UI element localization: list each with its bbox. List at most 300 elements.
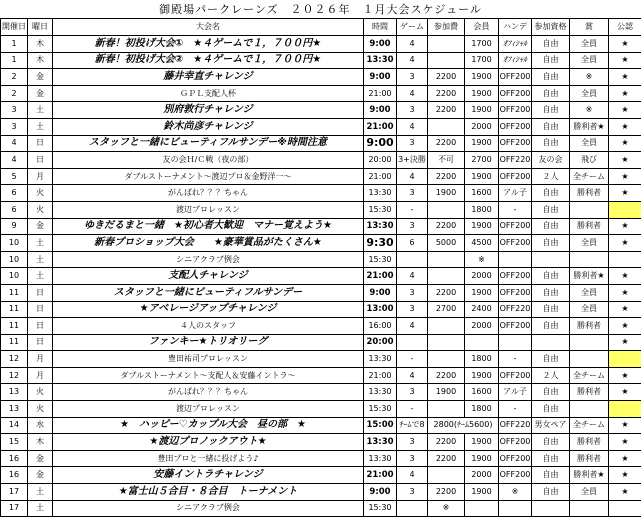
cell-handicap (499, 500, 532, 517)
cell-prize: 全員 (570, 36, 609, 53)
cell-day: 16 (1, 450, 28, 467)
cell-prize: 勝利者 (570, 318, 609, 335)
cell-handicap (499, 334, 532, 351)
header-member: 会員 (465, 19, 499, 36)
header-qualification: 参加資格 (532, 19, 570, 36)
cell-member: 1900 (465, 102, 499, 119)
cell-event-name: 別府敦行チャレンジ (53, 102, 364, 119)
cell-official: ★ (609, 284, 641, 301)
cell-handicap: OFF200 (499, 318, 532, 335)
cell-prize: 全チーム (570, 417, 609, 434)
cell-prize: 勝利者 (570, 450, 609, 467)
cell-qualification: 自由 (532, 284, 570, 301)
table-row (1, 301, 641, 318)
cell-handicap: OFF200 (499, 102, 532, 119)
cell-weekday: 火 (28, 185, 53, 202)
cell-games: 3 (397, 434, 428, 451)
cell-handicap: アル子 (499, 384, 532, 401)
cell-day: 13 (1, 401, 28, 418)
cell-member: 1900 (465, 218, 499, 235)
cell-qualification: 自由 (532, 318, 570, 335)
cell-qualification: 自由 (532, 135, 570, 152)
cell-time: 13:30 (364, 185, 397, 202)
cell-time: 9:00 (364, 135, 397, 152)
cell-day: 10 (1, 251, 28, 268)
cell-games: 3 (397, 484, 428, 501)
cell-event-name: 鈴木尚彦チャレンジ (53, 118, 364, 135)
cell-weekday: 月 (28, 168, 53, 185)
cell-official: ★ (609, 384, 641, 401)
cell-member: 1700 (465, 36, 499, 53)
header-games: ゲーム (397, 19, 428, 36)
cell-day: 17 (1, 500, 28, 517)
cell-qualification (532, 500, 570, 517)
table-row (1, 235, 641, 252)
table-row (1, 185, 641, 202)
cell-day: 6 (1, 185, 28, 202)
header-prize: 賞 (570, 19, 609, 36)
cell-qualification: 自由 (532, 384, 570, 401)
cell-member: 1700 (465, 52, 499, 69)
cell-member: 2700 (465, 152, 499, 169)
cell-handicap: OFF200 (499, 168, 532, 185)
cell-weekday: 土 (28, 118, 53, 135)
cell-handicap: OFF200 (499, 450, 532, 467)
cell-weekday: 土 (28, 500, 53, 517)
cell-handicap: OFF200 (499, 284, 532, 301)
cell-fee: 2200 (428, 85, 465, 102)
cell-qualification: 自由 (532, 401, 570, 418)
cell-weekday: 金 (28, 467, 53, 484)
cell-official: ★ (609, 135, 641, 152)
cell-games: 3 (397, 135, 428, 152)
header-day: 開催日 (1, 19, 28, 36)
cell-weekday: 金 (28, 85, 53, 102)
cell-games: 3 (397, 450, 428, 467)
cell-handicap: OFF200 (499, 218, 532, 235)
cell-official: ★ (609, 218, 641, 235)
cell-handicap: OFF200 (499, 434, 532, 451)
cell-official: ★ (609, 168, 641, 185)
cell-qualification: 自由 (532, 218, 570, 235)
cell-prize: 勝利者★ (570, 118, 609, 135)
cell-weekday: 火 (28, 201, 53, 218)
cell-handicap: OFF220 (499, 417, 532, 434)
cell-games: 3+決勝 (397, 152, 428, 169)
cell-fee: 2200 (428, 69, 465, 86)
cell-day: 6 (1, 201, 28, 218)
cell-fee (428, 268, 465, 285)
cell-event-name: ダブルストーナメント～支配人＆安藤イントラ～ (53, 367, 364, 384)
table-row (1, 168, 641, 185)
cell-weekday: 火 (28, 384, 53, 401)
cell-event-name: がんばれ？？？ちゃん (53, 185, 364, 202)
cell-day: 15 (1, 434, 28, 451)
cell-qualification: ２人 (532, 367, 570, 384)
cell-games: - (397, 351, 428, 368)
cell-member: 2000 (465, 318, 499, 335)
cell-weekday: 土 (28, 102, 53, 119)
cell-event-name: 豊田プロと一緒に投げよう♪ (53, 450, 364, 467)
cell-fee: 5000 (428, 235, 465, 252)
cell-games: 4 (397, 318, 428, 335)
cell-fee: 2700 (428, 301, 465, 318)
cell-weekday: 月 (28, 367, 53, 384)
cell-qualification (532, 334, 570, 351)
cell-time: 13:30 (364, 351, 397, 368)
cell-member: 1800 (465, 351, 499, 368)
cell-time: 21:00 (364, 268, 397, 285)
cell-weekday: 金 (28, 218, 53, 235)
cell-official: ★ (609, 36, 641, 53)
cell-official: ★ (609, 118, 641, 135)
cell-qualification: 自由 (532, 69, 570, 86)
cell-prize: 全員 (570, 85, 609, 102)
cell-official: ★ (609, 268, 641, 285)
header-weekday: 曜日 (28, 19, 53, 36)
cell-handicap: OFF220 (499, 301, 532, 318)
cell-prize: 全チーム (570, 367, 609, 384)
cell-prize: ※ (570, 102, 609, 119)
cell-time: 21:00 (364, 118, 397, 135)
cell-day: 17 (1, 484, 28, 501)
cell-official (609, 401, 641, 418)
cell-prize (570, 251, 609, 268)
table-row (1, 251, 641, 268)
cell-games: 3 (397, 384, 428, 401)
cell-weekday: 火 (28, 401, 53, 418)
table-row (1, 484, 641, 501)
cell-weekday: 水 (28, 417, 53, 434)
cell-fee (428, 36, 465, 53)
cell-games: 4 (397, 467, 428, 484)
table-row (1, 467, 641, 484)
cell-official (609, 251, 641, 268)
cell-event-name: ★富士山５合目・８合目 トーナメント (53, 484, 364, 501)
cell-member: 1900 (465, 69, 499, 86)
cell-day: 4 (1, 135, 28, 152)
cell-prize: ※ (570, 69, 609, 86)
cell-day: 16 (1, 467, 28, 484)
cell-handicap: OFF200 (499, 235, 532, 252)
cell-day: 3 (1, 118, 28, 135)
cell-prize: 勝利者 (570, 218, 609, 235)
cell-prize: 勝利者 (570, 185, 609, 202)
cell-time: 13:30 (364, 384, 397, 401)
cell-event-name: ＧＰＬ支配人杯 (53, 85, 364, 102)
cell-weekday: 日 (28, 135, 53, 152)
cell-fee: ※ (428, 500, 465, 517)
cell-games: 3 (397, 301, 428, 318)
cell-member: 1900 (465, 135, 499, 152)
cell-games: 3 (397, 185, 428, 202)
cell-time: 21:00 (364, 168, 397, 185)
cell-prize: 全員 (570, 284, 609, 301)
cell-qualification: 自由 (532, 201, 570, 218)
cell-prize: 勝利者 (570, 384, 609, 401)
cell-event-name: 新春プロショップ大会 ★豪華賞品がたくさん★ (53, 235, 364, 252)
cell-prize: 全員 (570, 235, 609, 252)
cell-time: 13:30 (364, 218, 397, 235)
cell-day: 11 (1, 301, 28, 318)
cell-member (465, 334, 499, 351)
cell-time: 20:00 (364, 334, 397, 351)
cell-time: 9:00 (364, 484, 397, 501)
cell-fee: 1900 (428, 384, 465, 401)
cell-event-name: ４人のスタッフ (53, 318, 364, 335)
cell-games: 4 (397, 118, 428, 135)
cell-games: 4 (397, 268, 428, 285)
cell-official (609, 201, 641, 218)
cell-weekday: 日 (28, 152, 53, 169)
cell-day: 14 (1, 417, 28, 434)
cell-member: 1800 (465, 201, 499, 218)
cell-games: - (397, 201, 428, 218)
cell-weekday: 木 (28, 36, 53, 53)
cell-handicap: ｵﾌｨｼｬﾙ (499, 52, 532, 69)
cell-event-name: スタッフと一緒にビューティフルサンデー※時間注意 (53, 135, 364, 152)
cell-fee: 2200 (428, 168, 465, 185)
cell-prize: 勝利者★ (570, 467, 609, 484)
cell-weekday: 木 (28, 52, 53, 69)
cell-fee: 2200 (428, 484, 465, 501)
cell-handicap: OFF200 (499, 467, 532, 484)
cell-member: 2400 (465, 301, 499, 318)
cell-fee: 2200 (428, 284, 465, 301)
cell-prize: 全員 (570, 484, 609, 501)
table-row (1, 218, 641, 235)
cell-qualification: 自由 (532, 235, 570, 252)
cell-fee (428, 334, 465, 351)
cell-prize: 全員 (570, 52, 609, 69)
cell-weekday: 日 (28, 318, 53, 335)
cell-member: 2000 (465, 467, 499, 484)
cell-fee: 2200 (428, 367, 465, 384)
cell-prize (570, 201, 609, 218)
table-row (1, 201, 641, 218)
cell-games: 4 (397, 367, 428, 384)
cell-fee (428, 201, 465, 218)
cell-time: 15:00 (364, 417, 397, 434)
cell-member: 1900 (465, 284, 499, 301)
cell-handicap: OFF200 (499, 69, 532, 86)
cell-fee: 2200 (428, 434, 465, 451)
table-row (1, 367, 641, 384)
table-row (1, 318, 641, 335)
page-title: 御殿場パークレーンズ ２０２６年 １月大会スケジュール (0, 0, 641, 20)
cell-fee: 2200 (428, 102, 465, 119)
cell-weekday: 日 (28, 334, 53, 351)
table-row (1, 152, 641, 169)
cell-games (397, 334, 428, 351)
cell-games: 4 (397, 52, 428, 69)
cell-fee: 1900 (428, 185, 465, 202)
cell-fee (428, 467, 465, 484)
cell-event-name: 新春！初投げ大会② ★４ゲームで１，７００円★ (53, 52, 364, 69)
cell-games: 4 (397, 168, 428, 185)
cell-qualification: 自由 (532, 351, 570, 368)
cell-event-name: 藤井幸直チャレンジ (53, 69, 364, 86)
cell-handicap: ※ (499, 484, 532, 501)
cell-member: ※ (465, 251, 499, 268)
cell-fee: 2200 (428, 135, 465, 152)
cell-event-name: 安藤イントラチャレンジ (53, 467, 364, 484)
cell-time: 13:00 (364, 301, 397, 318)
cell-time: 15:30 (364, 401, 397, 418)
cell-time: 13:30 (364, 450, 397, 467)
cell-qualification: 自由 (532, 52, 570, 69)
cell-games (397, 500, 428, 517)
cell-official (609, 351, 641, 368)
cell-day: 13 (1, 384, 28, 401)
cell-qualification: ２人 (532, 168, 570, 185)
cell-games: - (397, 401, 428, 418)
cell-fee (428, 251, 465, 268)
cell-qualification: 自由 (532, 301, 570, 318)
cell-prize: 全員 (570, 301, 609, 318)
cell-day: 10 (1, 235, 28, 252)
table-row (1, 401, 641, 418)
cell-games (397, 251, 428, 268)
table-row (1, 36, 641, 53)
cell-qualification: 自由 (532, 450, 570, 467)
cell-event-name: 渡辺プロレッスン (53, 201, 364, 218)
cell-games: 4 (397, 85, 428, 102)
cell-weekday: 土 (28, 235, 53, 252)
cell-day: 11 (1, 284, 28, 301)
cell-fee: 不可 (428, 152, 465, 169)
cell-official: ★ (609, 450, 641, 467)
cell-member (465, 500, 499, 517)
table-row (1, 102, 641, 119)
cell-weekday: 日 (28, 284, 53, 301)
cell-event-name: ダブルストーナメント～渡辺プロ＆金野洋一～ (53, 168, 364, 185)
table-row (1, 69, 641, 86)
table-row (1, 351, 641, 368)
cell-prize: 全チーム (570, 168, 609, 185)
cell-fee: 2200 (428, 450, 465, 467)
cell-time: 15:30 (364, 500, 397, 517)
cell-day: 1 (1, 52, 28, 69)
cell-member: 1900 (465, 450, 499, 467)
cell-handicap: OFF200 (499, 367, 532, 384)
cell-time: 21:00 (364, 85, 397, 102)
cell-prize: 全員 (570, 135, 609, 152)
table-row (1, 450, 641, 467)
cell-fee: 2200 (428, 218, 465, 235)
cell-member: 1900 (465, 85, 499, 102)
cell-games: 6 (397, 235, 428, 252)
table-row (1, 434, 641, 451)
cell-handicap: OFF200 (499, 268, 532, 285)
header-time: 時間 (364, 19, 397, 36)
cell-official: ★ (609, 318, 641, 335)
cell-prize: 飛び (570, 152, 609, 169)
cell-event-name: がんばれ？？？ちゃん (53, 384, 364, 401)
table-row (1, 118, 641, 135)
cell-event-name: 支配人チャレンジ (53, 268, 364, 285)
cell-qualification: 自由 (532, 484, 570, 501)
cell-member: 1900 (465, 168, 499, 185)
cell-games: 3 (397, 284, 428, 301)
cell-time: 9:00 (364, 36, 397, 53)
cell-event-name: 新春！初投げ大会① ★４ゲームで１，７００円★ (53, 36, 364, 53)
cell-member: 2000 (465, 118, 499, 135)
cell-member: 2000 (465, 268, 499, 285)
cell-event-name: 友の会Ｈ/Ｃ戦（夜の部） (53, 152, 364, 169)
cell-day: 3 (1, 102, 28, 119)
cell-member: 1900 (465, 367, 499, 384)
cell-weekday: 日 (28, 301, 53, 318)
cell-qualification: 自由 (532, 118, 570, 135)
cell-official: ★ (609, 102, 641, 119)
cell-official: ★ (609, 417, 641, 434)
cell-prize (570, 334, 609, 351)
cell-weekday: 金 (28, 69, 53, 86)
cell-day: 11 (1, 334, 28, 351)
cell-member: 1600 (465, 384, 499, 401)
cell-time: 9:30 (364, 235, 397, 252)
cell-weekday: 土 (28, 268, 53, 285)
cell-fee (428, 118, 465, 135)
cell-qualification: 自由 (532, 185, 570, 202)
cell-handicap: - (499, 401, 532, 418)
cell-official: ★ (609, 334, 641, 351)
cell-qualification: 自由 (532, 467, 570, 484)
cell-event-name: ★アベレージアップチャレンジ (53, 301, 364, 318)
cell-member: 1900 (465, 434, 499, 451)
cell-event-name: 渡辺プロレッスン (53, 401, 364, 418)
cell-prize (570, 401, 609, 418)
cell-official: ★ (609, 301, 641, 318)
cell-official: ★ (609, 484, 641, 501)
table-row (1, 85, 641, 102)
cell-handicap: OFF200 (499, 118, 532, 135)
cell-handicap: ｵﾌｨｼｬﾙ (499, 36, 532, 53)
cell-event-name: 豊田祐司プロレッスン (53, 351, 364, 368)
cell-weekday: 木 (28, 434, 53, 451)
cell-handicap: アル子 (499, 185, 532, 202)
cell-day: 12 (1, 351, 28, 368)
cell-day: 2 (1, 69, 28, 86)
cell-handicap: OFF200 (499, 135, 532, 152)
cell-qualification (532, 251, 570, 268)
cell-games: ﾁｰﾑで8 (397, 417, 428, 434)
cell-prize: 勝利者 (570, 434, 609, 451)
cell-weekday: 土 (28, 251, 53, 268)
cell-time: 15:30 (364, 251, 397, 268)
cell-event-name: ★渡辺プロノックアウト★ (53, 434, 364, 451)
cell-qualification: 自由 (532, 268, 570, 285)
cell-fee (428, 52, 465, 69)
cell-qualification: 男女ペア (532, 417, 570, 434)
cell-handicap (499, 251, 532, 268)
table-row (1, 284, 641, 301)
cell-event-name: シニアクラブ例会 (53, 500, 364, 517)
cell-official: ★ (609, 52, 641, 69)
header-official: 公認 (609, 19, 641, 36)
cell-official: ★ (609, 367, 641, 384)
cell-time: 21:00 (364, 467, 397, 484)
cell-qualification: 友の会 (532, 152, 570, 169)
cell-time: 9:00 (364, 284, 397, 301)
cell-event-name: ファンキー★トリオリーグ (53, 334, 364, 351)
cell-day: 9 (1, 218, 28, 235)
cell-event-name: スタッフと一緒にビューティフルサンデー (53, 284, 364, 301)
cell-games: 3 (397, 218, 428, 235)
cell-official: ★ (609, 85, 641, 102)
table-row (1, 135, 641, 152)
